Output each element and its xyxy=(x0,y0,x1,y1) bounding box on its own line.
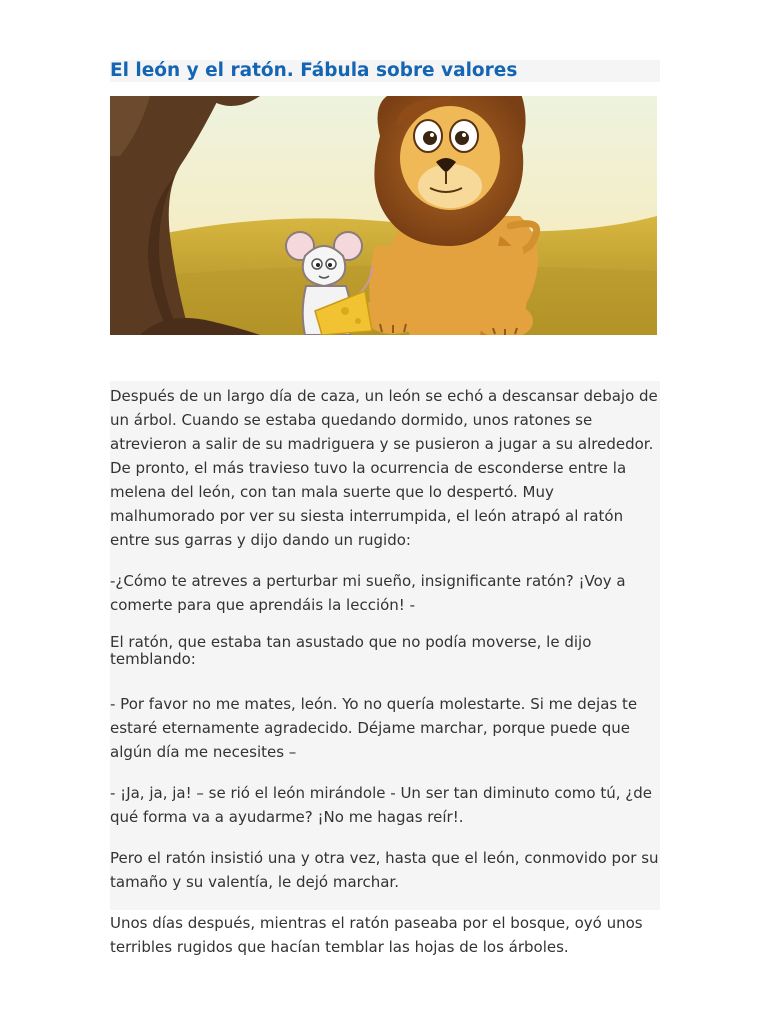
paragraph: Unos días después, mientras el ratón paseaba por el bosque, oyó unos terribles rugidos que hacían temblar las hojas de los árboles. xyxy=(110,914,643,956)
article-body xyxy=(110,384,662,976)
paragraph: Después de un largo día de caza, un león se echó a descansar debajo de un árbol. Cuando se estaba quedando dormido, unos ratones se atrevieron a salir de su madriguera y se pusieron a jugar a su alrededor. De pronto, el más travieso tuvo la ocurrencia de esconderse entre la melena del león, con tan mala suerte que lo despertó. Muy malhumorado por ver su siesta interrumpida, el león atrapó al ratón entre sus garras y dijo dando un rugido: xyxy=(110,387,658,549)
lion-and-mouse-illustration xyxy=(110,96,657,335)
paragraph: Pero el ratón insistió una y otra vez, hasta que el león, conmovido por su tamaño y su valentía, le dejó marchar. xyxy=(110,849,659,891)
paragraph: -¿Cómo te atreves a perturbar mi sueño, insignificante ratón? ¡Voy a comerte para que aprendáis la lección! - xyxy=(110,572,626,614)
paragraph: - ¡Ja, ja, ja! – se rió el león mirándole - Un ser tan diminuto como tú, ¿de qué forma va a ayudarme? ¡No me hagas reír!. xyxy=(110,784,652,826)
paragraph: El ratón, que estaba tan asustado que no podía moverse, le dijo temblando: xyxy=(110,633,592,668)
paragraph: - Por favor no me mates, león. Yo no quería molestarte. Si me dejas te estaré eternamente agradecido. Déjame marchar, porque puede que algún día me necesites – xyxy=(110,695,638,761)
article-title: El león y el ratón. Fábula sobre valores xyxy=(110,60,518,81)
